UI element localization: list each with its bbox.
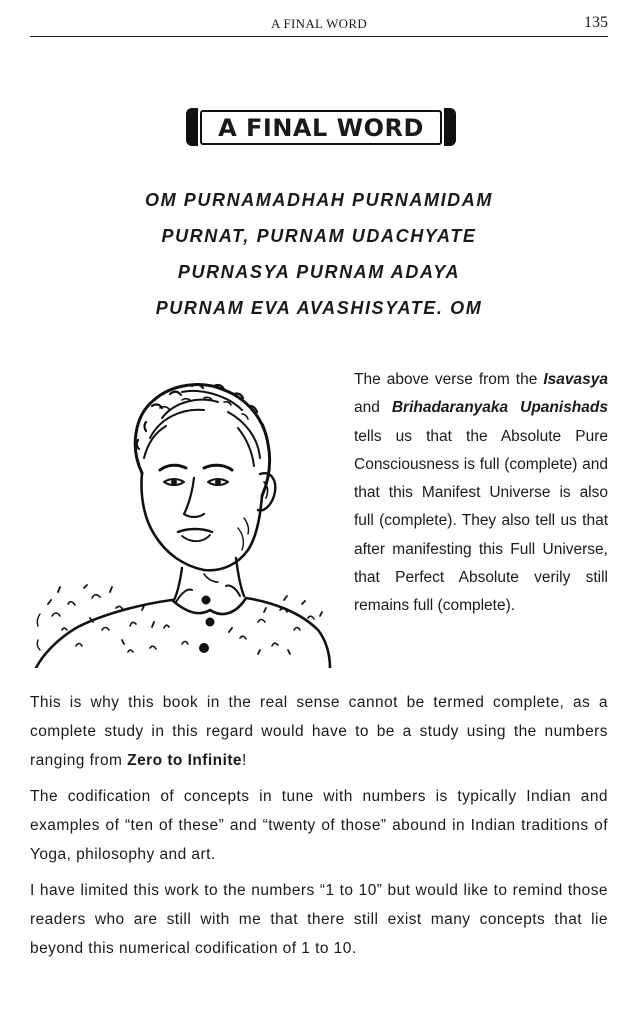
body-text (30, 688, 608, 970)
mantra-line: PURNAM EVA AVASHISYATE. OM (155, 298, 483, 318)
chapter-banner (186, 108, 456, 146)
running-header (30, 14, 608, 37)
text-run: The above verse from the (354, 371, 544, 388)
paragraph-1 (30, 688, 608, 775)
mantra-line: PURNASYA PURNAM ADAYA (177, 262, 461, 282)
mantra-line: OM PURNAMADHAH PURNAMIDAM (145, 190, 493, 210)
mantra-line: PURNAT, PURNAM UDACHYATE (161, 226, 477, 246)
source-brihadaranyaka: Brihadaranyaka Upanishads (391, 399, 608, 417)
source-isavasya: Isavasya (543, 371, 608, 388)
banner-left-cap (186, 108, 198, 146)
text-run: This is why this book in the real sense cannot be termed complete, as a complete study in this regard would have to be a study using the numbers ranging from (30, 694, 608, 769)
text-run: tells us that the Absolute Pure Consciousness is full (complete) and that this Manifest Universe is also full (complete). They also tell us that after manifesting this Full Universe, that Perfect Absolute verily still remains full (complete). (354, 427, 608, 615)
portrait-sketch-icon (32, 378, 332, 668)
paragraph-2: The codification of concepts in tune with numbers is typically Indian and examples of “ten of these” and “twenty of those” abound in Indian traditions of Yoga, philosophy and art. (30, 788, 608, 863)
verse-explanation (354, 366, 608, 621)
chapter-title: A FINAL WORD (218, 114, 424, 142)
banner-right-cap (444, 108, 456, 146)
text-run: ! (242, 752, 247, 769)
paragraph-3: I have limited this work to the numbers “1 to 10” but would like to remind those readers who are still with me that there still exist many concepts that lie beyond this numerical codification of 1 to 10. (30, 882, 608, 957)
text-run: and (354, 399, 392, 417)
mantra-verse (30, 182, 608, 326)
emphasis-zero-to-infinite: Zero to Infinite (127, 752, 243, 769)
running-title: A FINAL WORD (270, 16, 368, 31)
banner-box (200, 110, 442, 145)
page-number: 135 (584, 14, 608, 31)
